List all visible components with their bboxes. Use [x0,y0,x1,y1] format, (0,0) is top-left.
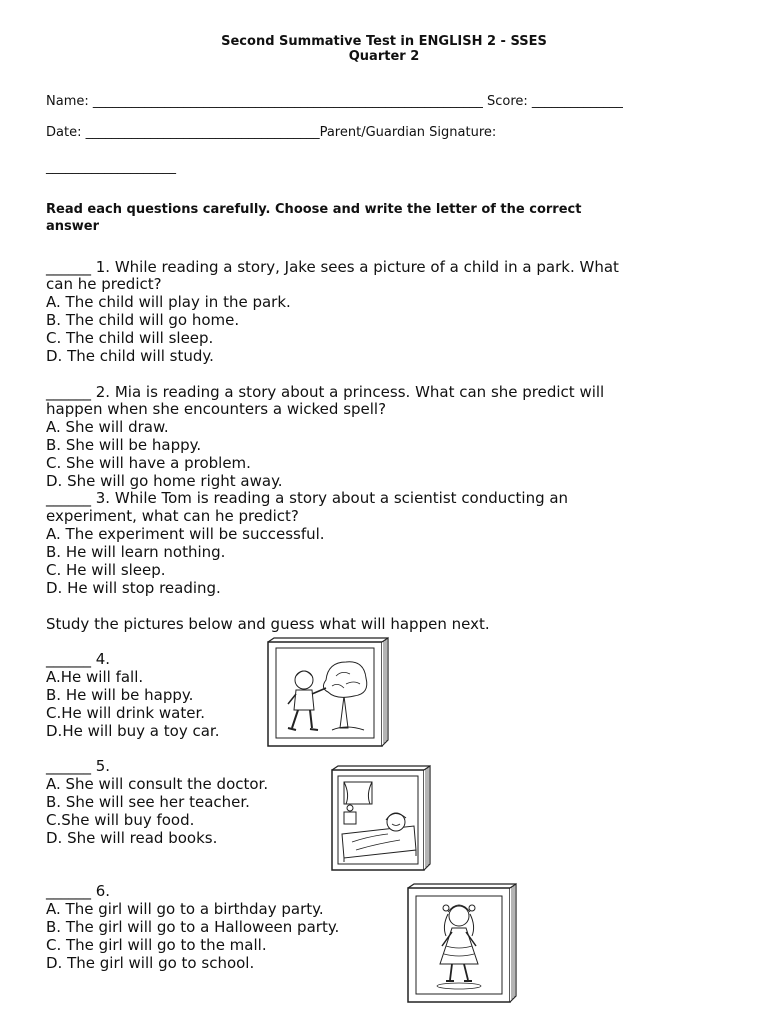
question-6-option-b: B. The girl will go to a Halloween party. [46,918,340,936]
question-2-option-b: B. She will be happy. [46,436,202,454]
question-3-option-a: A. The experiment will be successful. [46,525,325,543]
question-2-option-c: C. She will have a problem. [46,454,251,472]
picture-section-instruction: Study the pictures below and guess what will happen next. [46,615,490,633]
question-3-option-b: B. He will learn nothing. [46,543,226,561]
question-2-stem-1: ______ 2. Mia is reading a story about a princess. What can she predict will [46,383,605,401]
question-2-option-a: A. She will draw. [46,418,169,436]
question-3-stem-2: experiment, what can he predict? [46,507,299,525]
question-5-option-c: C.She will buy food. [46,811,195,829]
question-1-option-d: D. The child will study. [46,347,214,365]
question-6-option-d: D. The girl will go to school. [46,954,255,972]
question-1-option-b: B. The child will go home. [46,311,240,329]
question-4-option-c: C.He will drink water. [46,704,206,722]
question-4-stem: ______ 4. [46,650,111,668]
question-1-option-a: A. The child will play in the park. [46,293,291,311]
question-1-option-c: C. The child will sleep. [46,329,214,347]
question-2-stem-2: happen when she encounters a wicked spell? [46,400,387,418]
question-4-option-a: A.He will fall. [46,668,144,686]
question-3-stem-1: ______ 3. While Tom is reading a story about a scientist conducting an [46,489,569,507]
question-6-option-a: A. The girl will go to a birthday party. [46,900,324,918]
question-4-option-d: D.He will buy a toy car. [46,722,220,740]
signature-blank: ____________________ [46,160,176,175]
question-5-option-d: D. She will read books. [46,829,218,847]
girl-in-dress-book-icon [406,882,520,1006]
date-signature-line: Date: ____________________________________Parent/Guardian Signature: [46,125,497,140]
question-5-option-b: B. She will see her teacher. [46,793,250,811]
question-3-option-c: C. He will sleep. [46,561,166,579]
question-5-option-a: A. She will consult the doctor. [46,775,269,793]
question-5-stem: ______ 5. [46,757,111,775]
test-title: Second Summative Test in ENGLISH 2 - SSES [221,34,547,49]
name-score-line: Name: ____________________________________________________________ Score: ______________ [46,94,623,109]
boy-near-tree-book-icon [266,636,392,750]
test-quarter: Quarter 2 [348,49,420,64]
question-2-option-d: D. She will go home right away. [46,472,283,490]
question-6-stem: ______ 6. [46,882,111,900]
sick-girl-in-bed-book-icon [330,764,434,874]
question-1-stem-2: can he predict? [46,275,162,293]
question-6-option-c: C. The girl will go to the mall. [46,936,267,954]
instructions-line-1: Read each questions carefully. Choose and write the letter of the correct [46,202,582,217]
question-3-option-d: D. He will stop reading. [46,579,221,597]
instructions-line-2: answer [46,219,100,234]
question-1-stem-1: ______ 1. While reading a story, Jake sees a picture of a child in a park. What [46,258,619,276]
question-4-option-b: B. He will be happy. [46,686,194,704]
